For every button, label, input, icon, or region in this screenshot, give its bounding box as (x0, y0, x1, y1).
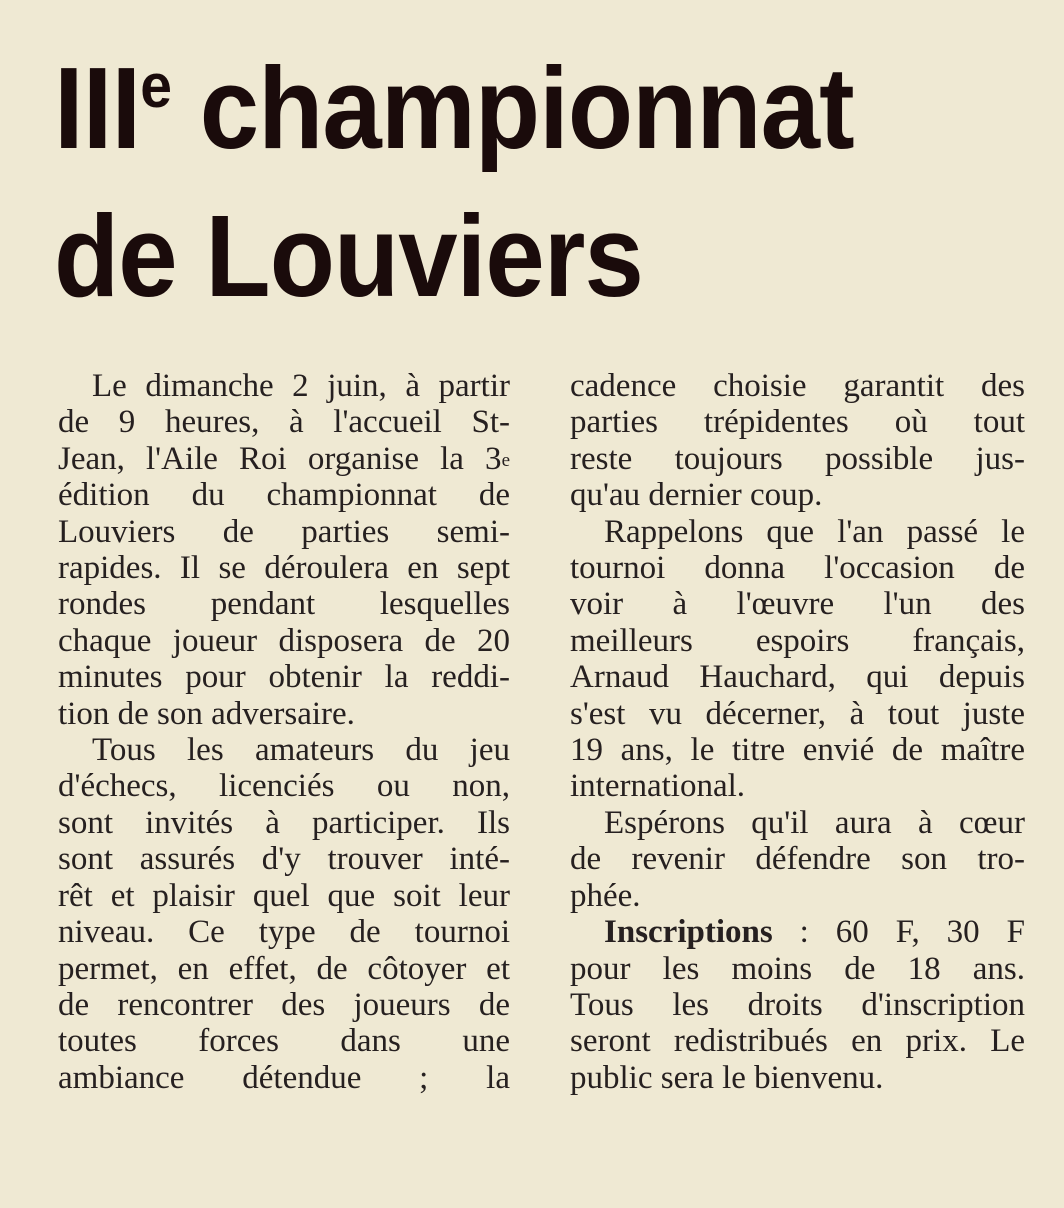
line-text: Tous les amateurs du jeu (92, 732, 510, 769)
article-text-line (570, 987, 1025, 1023)
article-column-left (58, 368, 510, 1096)
headline-line-1 (54, 43, 854, 173)
line-text: de revenir défendre son tro- (570, 841, 1025, 878)
line-text: d'échecs, licenciés ou non, (58, 768, 510, 805)
line-text: toutes forces dans une (58, 1023, 510, 1060)
line-text: Le dimanche 2 juin, à partir (92, 368, 510, 404)
article-text-line (570, 878, 1025, 914)
headline-superscript: e (140, 52, 171, 121)
article-text-line (58, 514, 510, 550)
article-text-line (570, 441, 1025, 477)
line-text: Jean, l'Aile Roi organise la 3 (58, 440, 502, 477)
article-text-line (570, 914, 1025, 950)
line-text: de rencontrer des joueurs de (58, 986, 510, 1023)
line-text: édition du championnat de (58, 477, 510, 514)
article-text-line (570, 368, 1025, 404)
line-text: seront redistribués en prix. Le (570, 1023, 1025, 1060)
article-text-line (58, 623, 510, 659)
line-text: parties trépidentes où tout (570, 404, 1025, 441)
article-text-line (570, 586, 1025, 622)
article-text-line (570, 477, 1025, 513)
article-text-line (58, 696, 510, 732)
bold-label: Inscriptions (604, 914, 773, 951)
article-text-line (58, 368, 510, 404)
line-text: international. (570, 768, 746, 805)
article-text-line (58, 550, 510, 586)
article-text-line (58, 732, 510, 768)
article-text-line (58, 805, 510, 841)
article-text-line (570, 696, 1025, 732)
article-text-line (58, 768, 510, 804)
article-text-line (58, 1060, 510, 1096)
line-text: tournoi donna l'occasion de (570, 550, 1025, 587)
article-text-line (570, 805, 1025, 841)
line-text: phée. (570, 877, 641, 914)
article-text-line (570, 514, 1025, 550)
article-text-line (58, 586, 510, 622)
line-text: niveau. Ce type de tournoi (58, 914, 510, 951)
article-text-line (570, 659, 1025, 695)
line-text: cadence choisie garantit des (570, 368, 1025, 404)
article-text-line (58, 914, 510, 950)
article-text-line (58, 441, 510, 477)
line-text: Louviers de parties semi- (58, 513, 510, 550)
line-text: meilleurs espoirs français, (570, 622, 1025, 659)
article-text-line (570, 1023, 1025, 1059)
line-text: rêt et plaisir quel que soit leur (58, 877, 510, 914)
article-text-line (58, 987, 510, 1023)
line-text: rapides. Il se déroulera en sept (58, 550, 510, 587)
line-text: qu'au dernier coup. (570, 477, 823, 514)
article-column-right (570, 368, 1025, 1096)
article-text-line (58, 1023, 510, 1059)
headline (54, 40, 923, 321)
line-text: s'est vu décerner, à tout juste (570, 695, 1025, 732)
line-text: tion de son adversaire. (58, 695, 355, 732)
article-text-line (570, 404, 1025, 440)
article-text-line (570, 951, 1025, 987)
article-text-line (58, 477, 510, 513)
article-text-line (58, 878, 510, 914)
line-text: minutes pour obtenir la reddi- (58, 659, 510, 696)
line-text: rondes pendant lesquelles (58, 586, 510, 623)
line-text: Arnaud Hauchard, qui depuis (570, 659, 1025, 696)
line-text: Espérons qu'il aura à cœur (604, 804, 1025, 841)
line-text: pour les moins de 18 ans. (570, 950, 1025, 987)
article-text-line (570, 841, 1025, 877)
article-text-line (58, 951, 510, 987)
line-text: reste toujours possible jus- (570, 440, 1025, 477)
article-text-line (570, 1060, 1025, 1096)
headline-roman-numeral: III (54, 43, 141, 173)
article-text-line (570, 623, 1025, 659)
headline-line-2: de Louviers (54, 191, 643, 321)
line-text: sont invités à participer. Ils (58, 804, 510, 841)
article-text-line (58, 404, 510, 440)
line-text: de 9 heures, à l'accueil St- (58, 404, 510, 441)
line-text: chaque joueur disposera de 20 (58, 622, 510, 659)
line-text: permet, en effet, de côtoyer et (58, 950, 510, 987)
line-text: voir à l'œuvre l'un des (570, 586, 1025, 623)
line-text: Tous les droits d'inscription (570, 986, 1025, 1023)
line-text: ambiance détendue ; la (58, 1059, 510, 1096)
article-text-line (58, 659, 510, 695)
article-text-line (58, 841, 510, 877)
line-text: : 60 F, 30 F (772, 914, 1025, 951)
line-text: sont assurés d'y trouver inté- (58, 841, 510, 878)
line-text: public sera le bienvenu. (570, 1059, 884, 1096)
article-text-line (570, 732, 1025, 768)
headline-line-1-rest: championnat (170, 43, 854, 173)
article-text-line (570, 550, 1025, 586)
line-text: 19 ans, le titre envié de maître (570, 732, 1025, 769)
article-text-line (570, 768, 1025, 804)
superscript: e (501, 449, 510, 471)
line-text: Rappelons que l'an passé le (604, 513, 1025, 550)
